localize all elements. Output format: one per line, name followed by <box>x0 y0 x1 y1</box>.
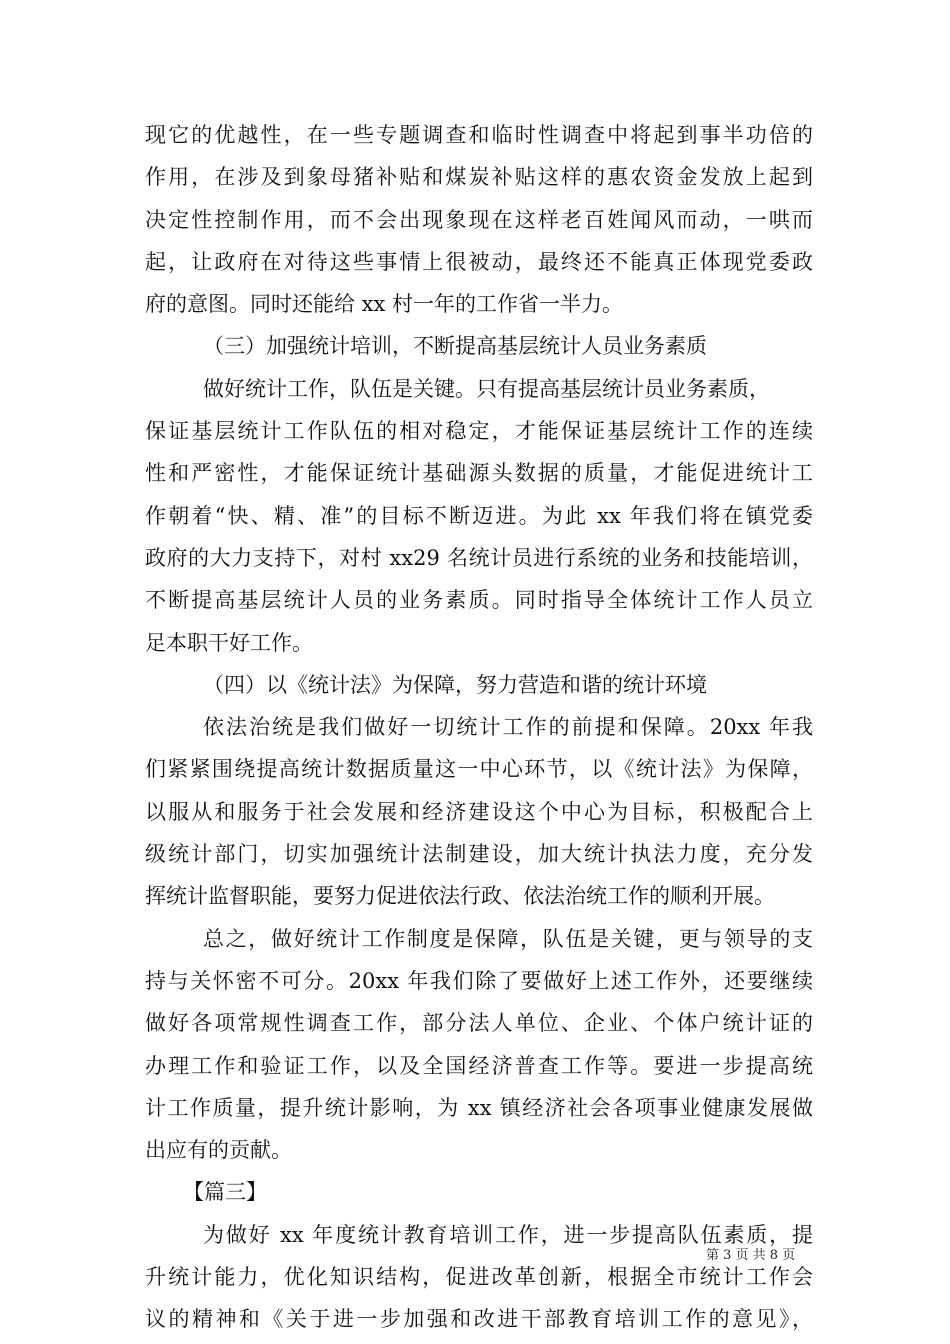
text-line: 办理工作和验证工作，以及全国经济普查工作等。要进一步提高统 <box>145 1053 813 1078</box>
text-line: 足本职干好工作。 <box>145 630 313 655</box>
text-line: 总之，做好统计工作制度是保障，队伍是关键，更与领导的支 <box>203 926 813 951</box>
section-heading: 【篇三】 <box>183 1180 267 1205</box>
text-line: 性和严密性，才能保证统计基础源头数据的质量，才能促进统计工 <box>145 461 813 486</box>
text-line: （四）以《统计法》为保障，努力营造和谐的统计环境 <box>203 672 707 697</box>
text-line: 持与关怀密不可分。20xx 年我们除了要做好上述工作外，还要继续 <box>145 968 813 993</box>
text-line: 们紧紧围绕提高统计数据质量这一中心环节，以《统计法》为保障， <box>145 757 813 782</box>
page-number-footer: 第 3 页 共 8 页 <box>706 1248 796 1263</box>
text-line: 作朝着“快、精、准”的目标不断迈进。为此 xx 年我们将在镇党委 <box>145 503 813 528</box>
text-line: 为做好 xx 年度统计教育培训工作，进一步提高队伍素质，提 <box>203 1222 813 1247</box>
text-line: 不断提高基层统计人员的业务素质。同时指导全体统计工作人员立 <box>145 588 813 613</box>
text-line: 府的意图。同时还能给 xx 村一年的工作省一半力。 <box>145 292 624 317</box>
text-line: 做好统计工作，队伍是关键。只有提高基层统计员业务素质， <box>203 376 770 401</box>
document-body <box>145 114 813 1341</box>
text-line: 做好各项常规性调查工作，部分法人单位、企业、个体户统计证的 <box>145 1011 813 1036</box>
text-line: 起，让政府在对待这些事情上很被动，最终还不能真正体现党委政 <box>145 249 813 274</box>
text-line: 级统计部门，切实加强统计法制建设，加大统计执法力度，充分发 <box>145 842 813 867</box>
text-line: 决定性控制作用，而不会出现象现在这样老百姓闻风而动，一哄而 <box>145 207 813 232</box>
text-line: 议的精神和《关于进一步加强和改进干部教育培训工作的意见》， <box>145 1307 813 1332</box>
text-line: 保证基层统计工作队伍的相对稳定，才能保证基层统计工作的连续 <box>145 419 813 444</box>
text-line: （三）加强统计培训，不断提高基层统计人员业务素质 <box>203 334 707 359</box>
text-line: 挥统计监督职能，要努力促进依法行政、依法治统工作的顺利开展。 <box>145 884 775 909</box>
text-line: 计工作质量，提升统计影响，为 xx 镇经济社会各项事业健康发展做 <box>145 1095 813 1120</box>
text-line: 依法治统是我们做好一切统计工作的前提和保障。20xx 年我 <box>203 715 813 740</box>
text-line: 作用，在涉及到象母猪补贴和煤炭补贴这样的惠农资金发放上起到 <box>145 165 813 190</box>
text-line: 现它的优越性，在一些专题调查和临时性调查中将起到事半功倍的 <box>145 123 813 147</box>
text-line: 以服从和服务于社会发展和经济建设这个中心为目标，积极配合上 <box>145 799 813 824</box>
text-line: 政府的大力支持下，对村 xx29 名统计员进行系统的业务和技能培训， <box>145 545 813 570</box>
text-line: 出应有的贡献。 <box>145 1138 292 1163</box>
text-line: 升统计能力，优化知识结构，促进改革创新，根据全市统计工作会 <box>145 1265 813 1290</box>
